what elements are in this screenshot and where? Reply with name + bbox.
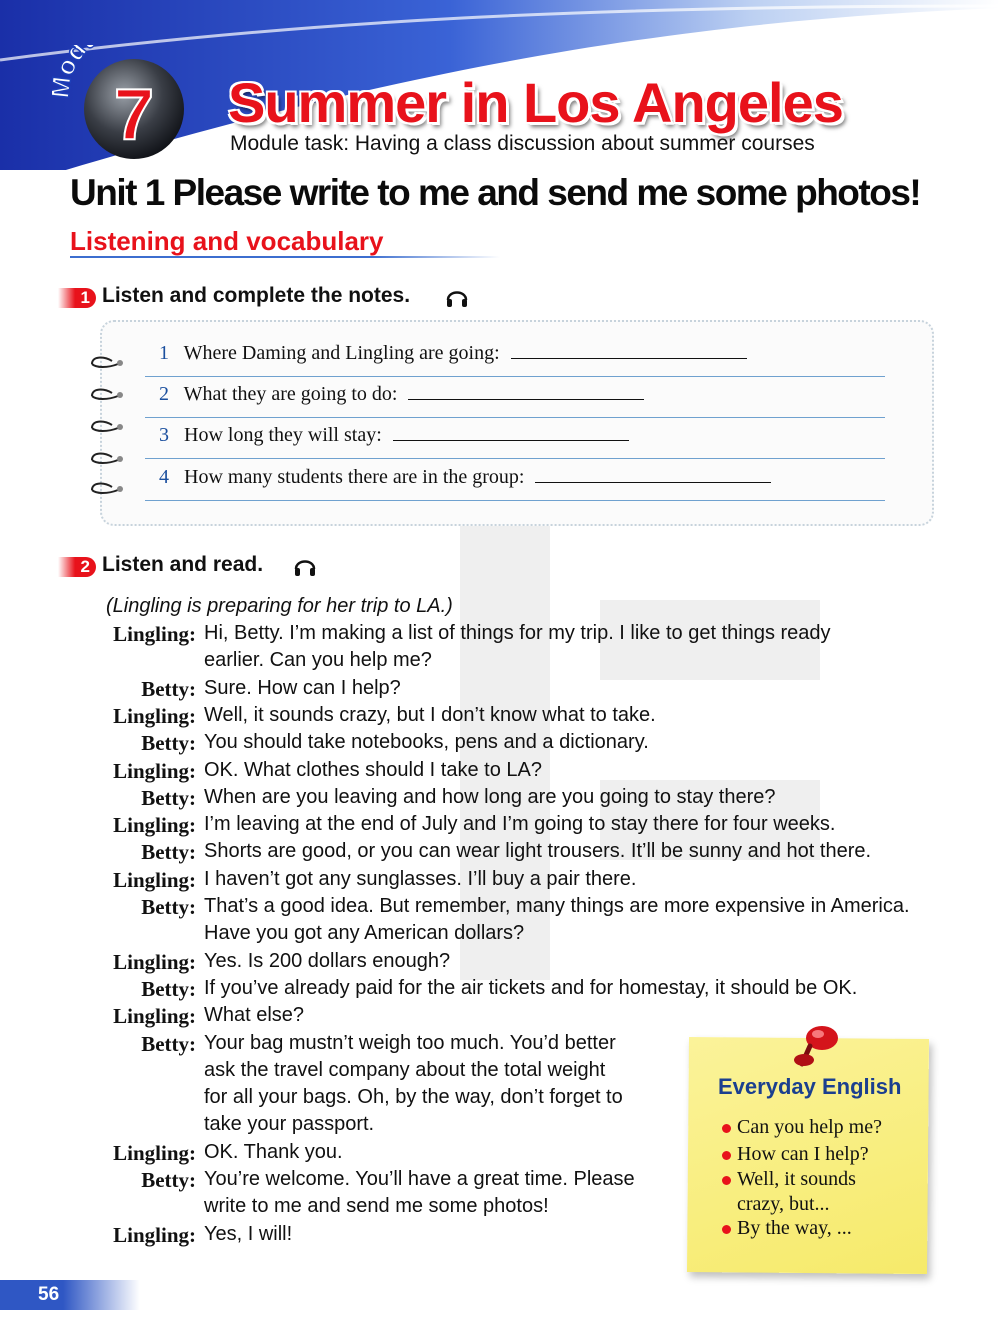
section-underline [70, 256, 500, 258]
speaker-name: Lingling: [113, 867, 196, 892]
dialogue-text: When are you leaving and how long are you going to stay there? [204, 785, 776, 808]
binder-ring-icon [88, 478, 128, 498]
dialogue-text: What else? [204, 1004, 305, 1027]
dialogue-text: Your bag mustn’t weigh too much. You’d better [204, 1031, 616, 1054]
phrase: crazy, but... [737, 1193, 830, 1215]
dialogue-text: earlier. Can you help me? [204, 649, 432, 672]
everyday-english-item [722, 1143, 869, 1166]
push-pin-icon [780, 1020, 850, 1075]
unit-title: Unit 1 Please write to me and send me some photos! [70, 172, 921, 213]
section-heading: Listening and vocabulary [70, 226, 384, 256]
everyday-english-item [722, 1116, 882, 1139]
note-line-1 [145, 340, 885, 377]
note-prompt: Where Daming and Lingling are going: [183, 342, 500, 364]
activity-1-instruction: Listen and complete the notes. [102, 284, 411, 307]
everyday-english-item [722, 1168, 856, 1191]
answer-blank[interactable] [393, 422, 629, 441]
bullet-icon [722, 1225, 731, 1234]
dialogue-text: You’re welcome. You’ll have a great time. Please [204, 1168, 635, 1190]
module-badge [52, 45, 202, 165]
speaker-name: Betty: [141, 976, 196, 1001]
dialogue-text: Hi, Betty. I’m making a list of things for my trip. I like to get things ready [204, 622, 831, 644]
speaker-name: Lingling: [113, 1004, 196, 1029]
speaker-name: Betty: [141, 1168, 196, 1192]
activity-1-number: 1 [58, 288, 96, 308]
note-number: 2 [159, 383, 169, 405]
binder-ring-icon [88, 352, 128, 372]
everyday-english-item [722, 1217, 852, 1240]
speaker-name: Lingling: [113, 1140, 196, 1165]
speaker-name: Betty: [141, 1031, 196, 1056]
phrase: How can I help? [737, 1143, 869, 1165]
dialogue-text: Sure. How can I help? [204, 676, 401, 699]
dialogue-text: take your passport. [204, 1113, 375, 1136]
dialogue-text: OK. What clothes should I take to LA? [204, 758, 542, 781]
phrase: Well, it sounds [737, 1168, 856, 1190]
speaker-name: Lingling: [113, 949, 196, 974]
dialogue-text: ask the travel company about the total weight [204, 1058, 606, 1081]
note-line-2 [145, 381, 885, 418]
everyday-english-item-cont [737, 1193, 830, 1216]
speaker-name: Betty: [141, 840, 196, 865]
stage-direction: (Lingling is preparing for her trip to LA.) [106, 595, 453, 617]
headphones-icon[interactable] [292, 553, 318, 579]
note-prompt: How many students there are in the group: [184, 466, 525, 488]
bullet-icon [722, 1151, 731, 1160]
dialogue-text: If you’ve already paid for the air tickets and for homestay, it should be OK. [204, 976, 858, 999]
page-number-tab [0, 1280, 140, 1310]
note-prompt: How long they will stay: [184, 424, 382, 446]
module-title: Summer in Los Angeles [228, 71, 843, 134]
phrase: Can you help me? [737, 1116, 882, 1138]
dialogue-text: Yes. Is 200 dollars enough? [204, 949, 451, 972]
note-line-3 [145, 422, 885, 459]
speaker-name: Lingling: [113, 813, 196, 838]
note-number: 3 [159, 424, 169, 446]
dialogue-text: You should take notebooks, pens and a dictionary. [204, 731, 649, 754]
headphones-icon[interactable] [444, 284, 470, 310]
module-arc-label: od [52, 45, 93, 80]
note-number: 4 [159, 466, 169, 488]
binder-ring-icon [88, 384, 128, 404]
bullet-icon [722, 1124, 731, 1133]
note-prompt: What they are going to do: [183, 383, 398, 405]
module-task: Module task: Having a class discussion about summer courses [230, 132, 815, 155]
activity-2-number: 2 [58, 557, 96, 577]
note-line-4 [145, 464, 885, 501]
dialogue-text: write to me and send me some photos! [204, 1195, 549, 1218]
speaker-name: Betty: [141, 676, 196, 701]
module-number: 7 [113, 75, 155, 155]
answer-blank[interactable] [535, 464, 771, 483]
speaker-name: Betty: [141, 895, 196, 919]
dialogue-text: I’m leaving at the end of July and I’m going to stay there for four weeks. [204, 813, 836, 836]
answer-blank[interactable] [511, 340, 747, 359]
note-number: 1 [159, 342, 169, 364]
page-number: 56 [38, 1284, 60, 1305]
speaker-name: Lingling: [113, 1222, 196, 1247]
everyday-english-title: Everyday English [718, 1074, 902, 1099]
binder-ring-icon [88, 448, 128, 468]
answer-blank[interactable] [408, 381, 644, 400]
speaker-name: Lingling: [113, 758, 196, 783]
dialogue-text: That’s a good idea. But remember, many things are more expensive in America. [204, 895, 910, 917]
dialogue-text: Have you got any American dollars? [204, 922, 525, 945]
activity-2-instruction: Listen and read. [102, 553, 264, 576]
dialogue-text: for all your bags. Oh, by the way, don’t forget to [204, 1086, 623, 1109]
bullet-icon [722, 1176, 731, 1185]
speaker-name: Betty: [141, 785, 196, 810]
speaker-name: Betty: [141, 731, 196, 756]
dialogue-text: Shorts are good, or you can wear light trousers. It’ll be sunny and hot there. [204, 840, 872, 863]
dialogue-text: I haven’t got any sunglasses. I’ll buy a pair there. [204, 867, 637, 890]
dialogue-text: Well, it sounds crazy, but I don’t know what to take. [204, 703, 656, 726]
speaker-name: Lingling: [113, 703, 196, 728]
dialogue-text: Yes, I will! [204, 1222, 293, 1245]
speaker-name: Lingling: [113, 622, 196, 646]
binder-ring-icon [88, 416, 128, 436]
phrase: By the way, ... [737, 1217, 852, 1239]
dialogue-text: OK. Thank you. [204, 1140, 343, 1163]
